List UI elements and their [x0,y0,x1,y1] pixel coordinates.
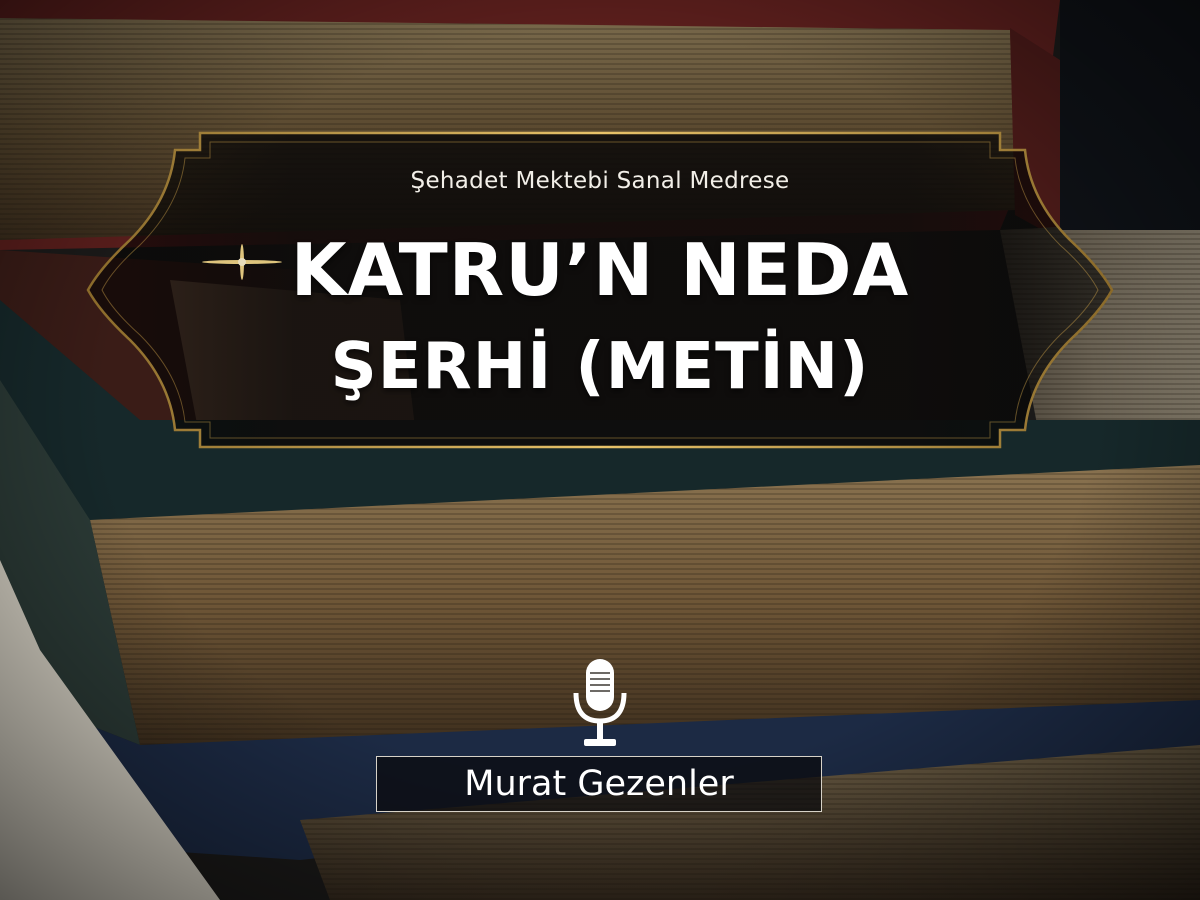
title-line-2: ŞERHİ (METİN) [330,330,870,404]
author-name: Murat Gezenler [464,764,734,804]
subtitle: Şehadet Mektebi Sanal Medrese [410,168,790,194]
author-name-box [376,756,822,812]
title-line-1: KATRU’N NEDA [290,228,910,312]
microphone-icon [568,655,632,751]
